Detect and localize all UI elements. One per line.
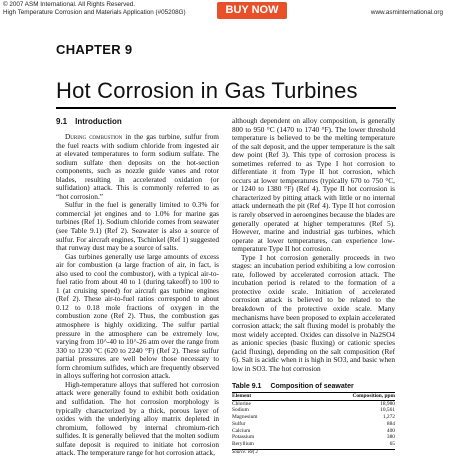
element-cell: Beryllium (232, 440, 254, 447)
table-row (232, 414, 395, 421)
paragraph-text: Sulfur in the fuel is generally limited to 0.3% for commercial jet engines and to 1.0% for marine gas turbines (Ref 1). Sodium chloride comes from seawater (see Table 9.1) (Ref 2). Seawater is also a source of sulfur. For aircraft engines, Tschinkel (Ref 1) suggested that runway dust may be a source of salts. (56, 200, 219, 253)
column-header-composition: Composition, ppm (293, 393, 395, 400)
paragraph-text: in the gas turbine, sulfur from the fuel reacts with sodium chloride from ingested air at elevated temperatures to form sodium sulfate. The sodium sulfate then deposits on the hot-section components, such as nozzle guide vanes and rotor blades, resulting in accelerated oxidation (or sulfidation) attack. This is commonly referred to as “hot corrosion.” (56, 132, 219, 201)
column-header-element: Element (232, 393, 293, 400)
table-row (232, 434, 395, 441)
composition-cell: 380 (386, 434, 395, 441)
copyright-line-2: High Temperature Corrosion and Materials Application (#05208G) (3, 9, 186, 16)
table-number: Table 9.1 (232, 383, 262, 390)
table-row (232, 421, 395, 428)
table-header-row (232, 393, 395, 400)
chapter-title: Hot Corrosion in Gas Turbines (56, 78, 358, 103)
left-paragraphs (56, 133, 219, 458)
table-body (232, 400, 395, 447)
buy-now-button[interactable]: BUY NOW (217, 2, 287, 19)
right-column (232, 117, 395, 373)
header-bar (0, 0, 449, 22)
section-heading (56, 117, 219, 127)
body-paragraph: Type I hot corrosion generally proceeds in two stages: an incubation period exhibiting a low corrosion rate, followed by accelerated corrosion attack. The incubation period is related to the formation of a protective oxide scale. Initiation of accelerated corrosion attack is believed to be related to the breakdown of the protective oxide scale. Many mechanisms have been proposed to explain accelerated corrosion attack; the salt fluxing model is probably the most widely accepted. Oxides can dissolve in Na2SO4 as anionic species (basic fluxing) or cationic species (acid fluxing), depending on the salt composition (Ref 6). Salt is acidic when it is high in SO3, and basic when low in SO3. The hot corrosion (232, 252, 395, 373)
paragraph-text: High-temperature alloys that suffered hot corrosion attack were generally found to exhibit both oxidation and sulfidation. The hot corrosion morphology is typically characterized by a thick, porous layer of oxides with the underlying alloy matrix depleted in chromium, followed by internal chromium-rich sulfides. It is generally believed that the molten sodium sulfate deposit is required to initiate hot corrosion attack. The temperature range for hot corrosion attack, (56, 379, 219, 458)
section-number: 9.1 (56, 117, 68, 126)
body-paragraph (56, 201, 219, 252)
body-paragraph (56, 253, 219, 381)
left-column (56, 117, 219, 458)
composition-cell: 10,561 (380, 407, 395, 414)
paragraph-text: Gas turbines generally use large amounts of excess air for combustion (a large fraction of air, in fact, is also used to cool the combustor), with a typical air-to-fuel ratio from about 40 to 1 (during takeoff) to 100 to 1 (at cruising speed) for aircraft gas turbine engines (Ref 2). These air-to-fuel ratios correspond to about 0.12 to 0.18 mole fractions of oxygen in the combustion zone (Ref 2). Thus, the combustion gas atmosphere is highly oxidizing. The sulfur partial pressure in the atmosphere can be extremely low, varying from 10^-40 to 10^-26 atm over the range from 330 to 1230 °C (620 to 2240 °F) (Ref 2). These sulfur partial pressures are well below those necessary to form chromium sulfides, which are frequently observed in alloys suffering hot corrosion attack. (56, 251, 219, 381)
body-paragraph (56, 381, 219, 458)
website-link[interactable]: www.asminternational.org (370, 9, 443, 16)
table-title: Composition of seawater (270, 383, 354, 390)
body-paragraph (56, 133, 219, 201)
table-row (232, 428, 395, 435)
chapter-label: CHAPTER 9 (56, 42, 133, 57)
copyright-line-1: © 2007 ASM International. All Rights Reserved. (3, 1, 136, 8)
composition-cell: 1,272 (382, 414, 395, 421)
element-cell: Sodium (232, 407, 249, 414)
paragraph-lead-in: During combustion (65, 132, 123, 141)
table-row (232, 407, 395, 414)
composition-cell: 18,980 (380, 400, 395, 407)
seawater-table (232, 382, 395, 455)
composition-cell: 65 (389, 440, 395, 447)
table-caption (232, 382, 395, 393)
composition-cell: 400 (386, 427, 395, 434)
title-rule (56, 107, 396, 109)
body-paragraph: although dependent on alloy composition, is generally 800 to 950 °C (1470 to 1740 °F). The lower threshold temperature is believed to be the melting temperature of the salt deposit, and the upper temperature is the salt dew point (Ref 3). This type of corrosion process is sometimes referred to as Type I hot corrosion to differentiate it from Type II hot corrosion, which occurs at lower temperatures (typically 670 to 750 °C, or 1240 to 1380 °F) (Ref 4). Type II hot corrosion is characterized by pitting attack with little or no internal attack underneath the pit (Ref 4). Type II hot corrosion is rarely observed in aeroengines because the blades are generally operated at higher temperatures (Ref 5). However, marine and industrial gas turbines, which operate at lower temperatures, can experience low-temperature Type II hot corrosion. (232, 116, 395, 254)
element-cell: Calcium (232, 427, 251, 434)
element-cell: Chlorine (232, 400, 251, 407)
element-cell: Potassium (232, 434, 255, 441)
composition-cell: 884 (386, 420, 395, 427)
table-row (232, 400, 395, 407)
section-title: Introduction (75, 117, 122, 126)
element-cell: Magnesium (232, 414, 258, 421)
composition-table (232, 393, 395, 448)
right-paragraphs (232, 117, 395, 373)
copyright-notice (3, 1, 186, 17)
table-source: Source: Ref 2 (232, 449, 395, 455)
element-cell: Sulfur (232, 420, 246, 427)
table-row (232, 441, 395, 448)
